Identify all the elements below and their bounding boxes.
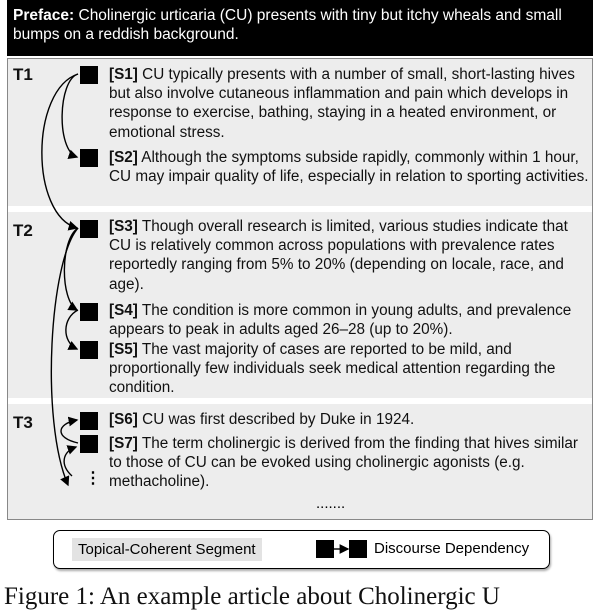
sentence-id: [S4]: [109, 302, 138, 319]
sentence-text: The condition is more common in young adults, and prevalence appears to peak in adults aged 26–28 (up to 20%).: [109, 302, 572, 339]
arrow-dots-s7: [64, 447, 76, 476]
arrow-s1-s3: [42, 74, 78, 228]
sentence-id: [S1]: [109, 66, 138, 83]
arrow-s4-s5: [66, 310, 78, 349]
sentence-text: The term cholinergic is derived from the finding that hives similar to those of CU can be evoked using cholinergic agonists (e.g. methacholine).: [109, 435, 579, 491]
sentence-text: Although the symptoms subside rapidly, commonly within 1 hour, CU may impair quality of life, especially in relation to sporting activities.: [109, 149, 589, 186]
preface-label: Preface:: [13, 7, 75, 24]
legend-segment-label: Topical-Coherent Segment: [72, 538, 262, 561]
preface-text: Cholinergic urticaria (CU) presents with tiny but itchy wheals and small bumps on a reddish background.: [13, 7, 562, 43]
segment-label-t3: T3: [13, 413, 33, 432]
arrow-s7-s6: [61, 420, 78, 443]
sentence-id: [S5]: [109, 341, 138, 358]
more-ellipsis: .......: [316, 495, 346, 512]
sentence-text: CU was first described by Duke in 1924.: [137, 411, 415, 428]
legend-node-icon: [349, 540, 367, 558]
segment-label-t1: T1: [13, 65, 33, 84]
figure-caption: Figure 1: An example article about Cholinergic U: [4, 583, 500, 610]
sentence-text: CU typically presents with a number of small, short-lasting hives but also involve cutaneous inflammation and pain which develops in response to exercise, bathing, staying in a heated environment, or emotional stress.: [109, 66, 575, 141]
sentence-id: [S2]: [109, 149, 138, 166]
sentence-text: The vast majority of cases are reported to be mild, and proportionally few individuals seek medical attention regarding the condition.: [109, 341, 556, 397]
legend: [53, 530, 550, 569]
arrow-s1-s2: [62, 74, 78, 157]
sentence-id: [S7]: [109, 435, 138, 452]
sentence-text: Though overall research is limited, various studies indicate that CU is relatively common across populations with prevalence rates reportedly ranging from 5% to 20% (depending on locale, race, and age).: [109, 218, 568, 293]
sentence-id: [S3]: [109, 218, 138, 235]
sentence-id: [S6]: [109, 411, 138, 428]
segment-label-t2: T2: [13, 221, 33, 240]
legend-dependency-label: Discourse Dependency: [374, 540, 530, 557]
continuation-dots: ⋮: [85, 470, 101, 487]
